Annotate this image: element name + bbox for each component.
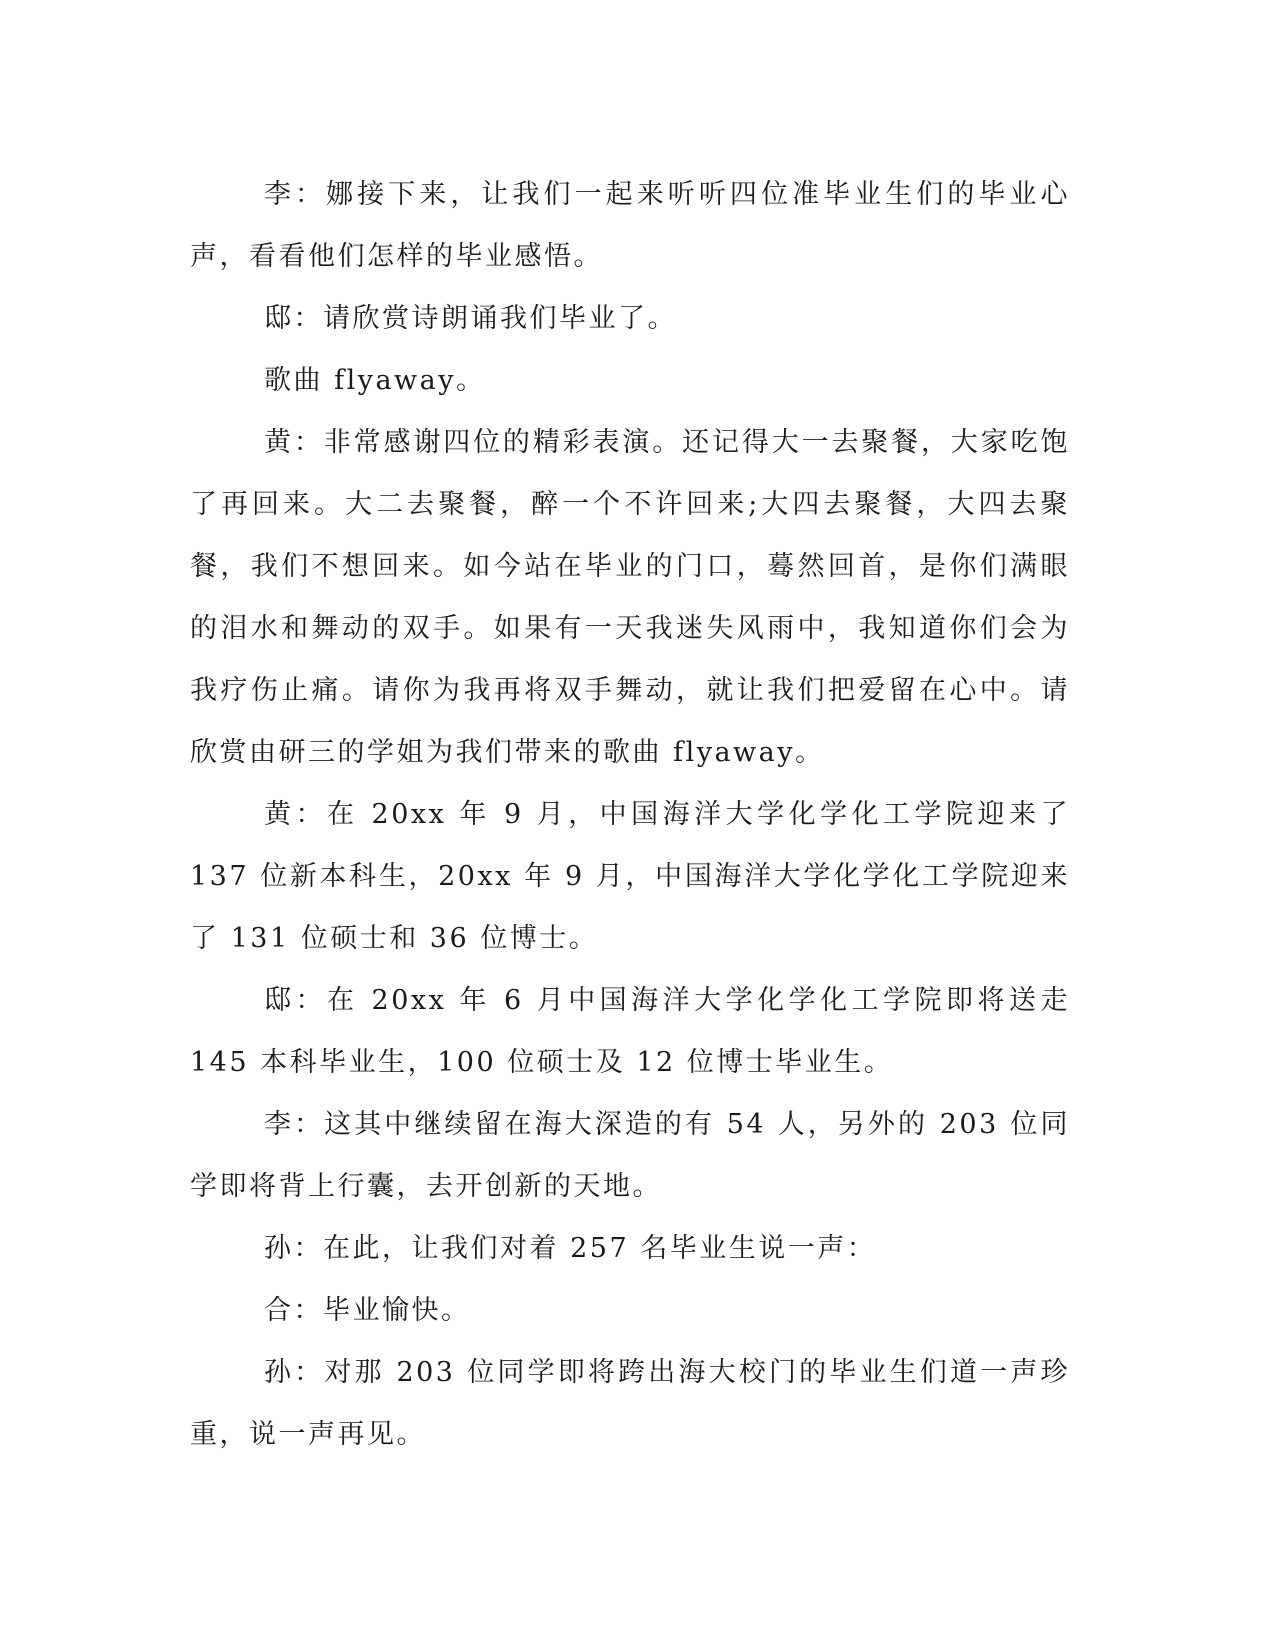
paragraph-song: 歌曲 flyaway。: [264, 365, 486, 396]
paragraph-huang-enrollment: 黄：在 20xx 年 9 月，中国海洋大学化学化工学院迎来了 137 位新本科生，20xx 年 9 月，中国海洋大学化学化工学院迎来了 131 位硕士和 36 位博士。: [190, 799, 1070, 954]
paragraph-li-further-study: 李：这其中继续留在海大深造的有 54 人，另外的 203 位同学即将背上行囊，去开创新的天地。: [190, 1109, 1070, 1202]
paragraph-di-graduates: 邸：在 20xx 年 6 月中国海洋大学化学化工学院即将送走 145 本科毕业生，100 位硕士及 12 位博士毕业生。: [190, 985, 1070, 1078]
paragraph-sun-farewell: 孙：对那 203 位同学即将跨出海大校门的毕业生们道一声珍重，说一声再见。: [190, 1357, 1070, 1450]
paragraph-li-intro: 李：娜接下来，让我们一起来听听四位准毕业生们的毕业心声，看看他们怎样的毕业感悟。: [190, 179, 1070, 272]
paragraph-huang-thanks: 黄：非常感谢四位的精彩表演。还记得大一去聚餐，大家吃饱了再回来。大二去聚餐，醉一个不许回来;大四去聚餐，大四去聚餐，我们不想回来。如今站在毕业的门口，蓦然回首，是你们满眼的泪水和舞动的双手。如果有一天我迷失风雨中，我知道你们会为我疗伤止痛。请你为我再将双手舞动，就让我们把爱留在心中。请欣赏由研三的学姐为我们带来的歌曲 flyaway。: [190, 427, 1070, 768]
paragraph-sun-address: 孙：在此，让我们对着 257 名毕业生说一声：: [264, 1233, 877, 1264]
paragraph-di-poem: 邸：请欣赏诗朗诵我们毕业了。: [264, 303, 677, 334]
paragraph-chorus: 合：毕业愉快。: [264, 1295, 471, 1326]
document-body: [190, 164, 1070, 1466]
